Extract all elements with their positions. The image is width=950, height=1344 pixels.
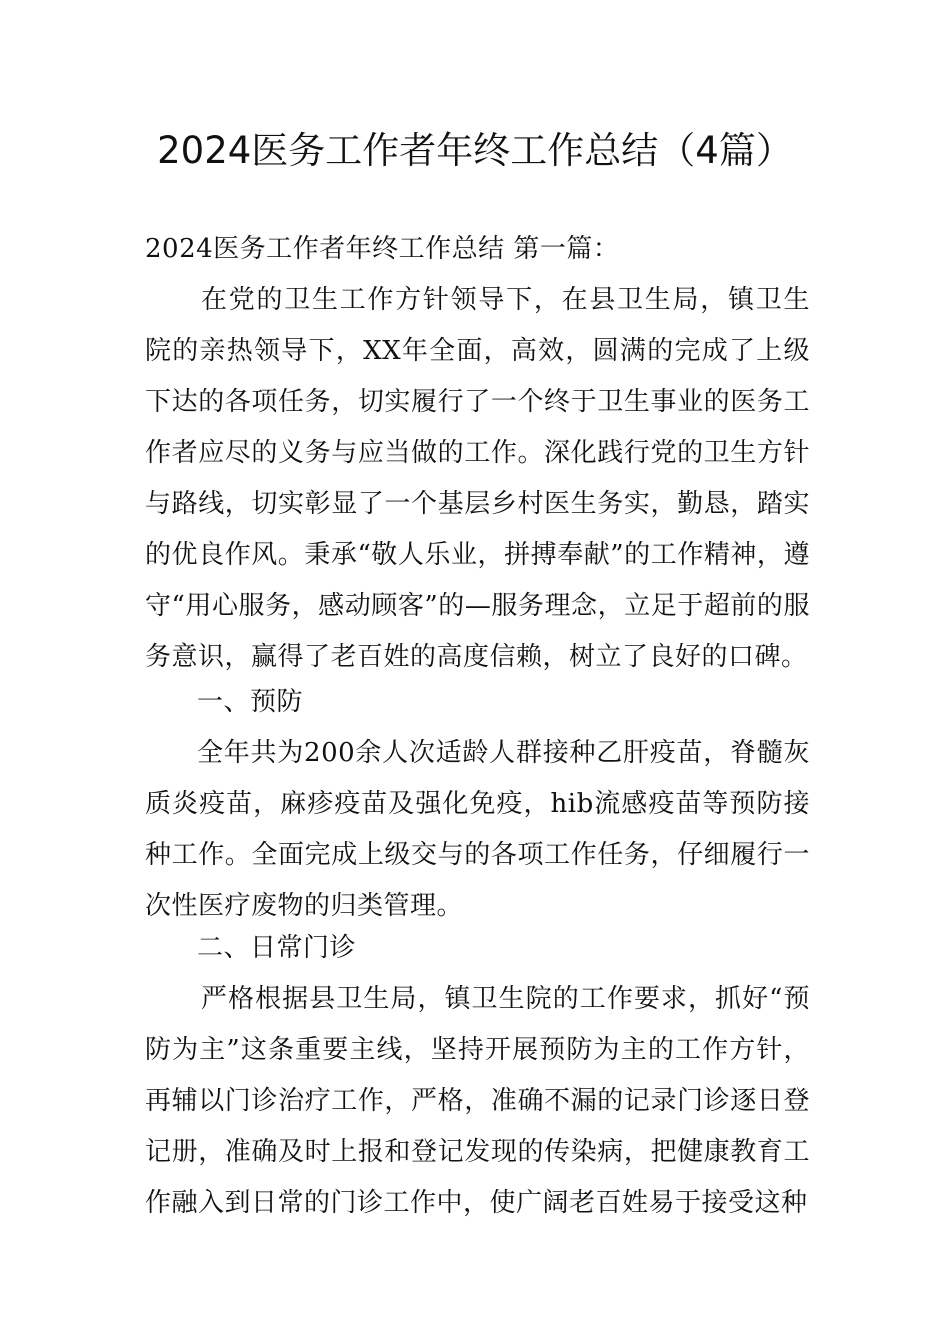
section-subtitle: 2024医务工作者年终工作总结 第一篇：: [145, 234, 620, 264]
paragraph-intro: 在党的卫生工作方针领导下，在县卫生局，镇卫生院的亲热领导下，XX年全面，高效，圆满的完成了上级下达的各项任务，切实履行了一个终于卫生事业的医务工作者应尽的义务与应当做的工作。深化践行党的卫生方针与路线，切实彰显了一个基层乡村医生务实，勤恳，踏实的优良作风。秉承“敬人乐业，拼搏奉献”的工作精神，遵守“用心服务，感动顾客”的—服务理念，立足于超前的服务意识，赢得了老百姓的高度信赖，树立了良好的口碑。: [145, 285, 810, 672]
heading-daily-outpatient: 二、日常门诊: [197, 933, 357, 963]
paragraph-daily-outpatient: 严格根据县卫生局，镇卫生院的工作要求，抓好“预防为主”这条重要主线，坚持开展预防为主的工作方针，再辅以门诊治疗工作，严格，准确不漏的记录门诊逐日登记册，准确及时上报和登记发现的传染病，把健康教育工作融入到日常的门诊工作中，使广阔老百姓易于接受这种: [145, 984, 810, 1218]
document-title: 2024医务工作者年终工作总结（4篇）: [157, 129, 793, 172]
heading-prevention: 一、预防: [197, 687, 304, 717]
paragraph-prevention: 全年共为200余人次适龄人群接种乙肝疫苗，脊髓灰质炎疫苗，麻疹疫苗及强化免疫，hib流感疫苗等预防接种工作。全面完成上级交与的各项工作任务，仔细履行一次性医疗废物的归类管理。: [145, 738, 810, 921]
